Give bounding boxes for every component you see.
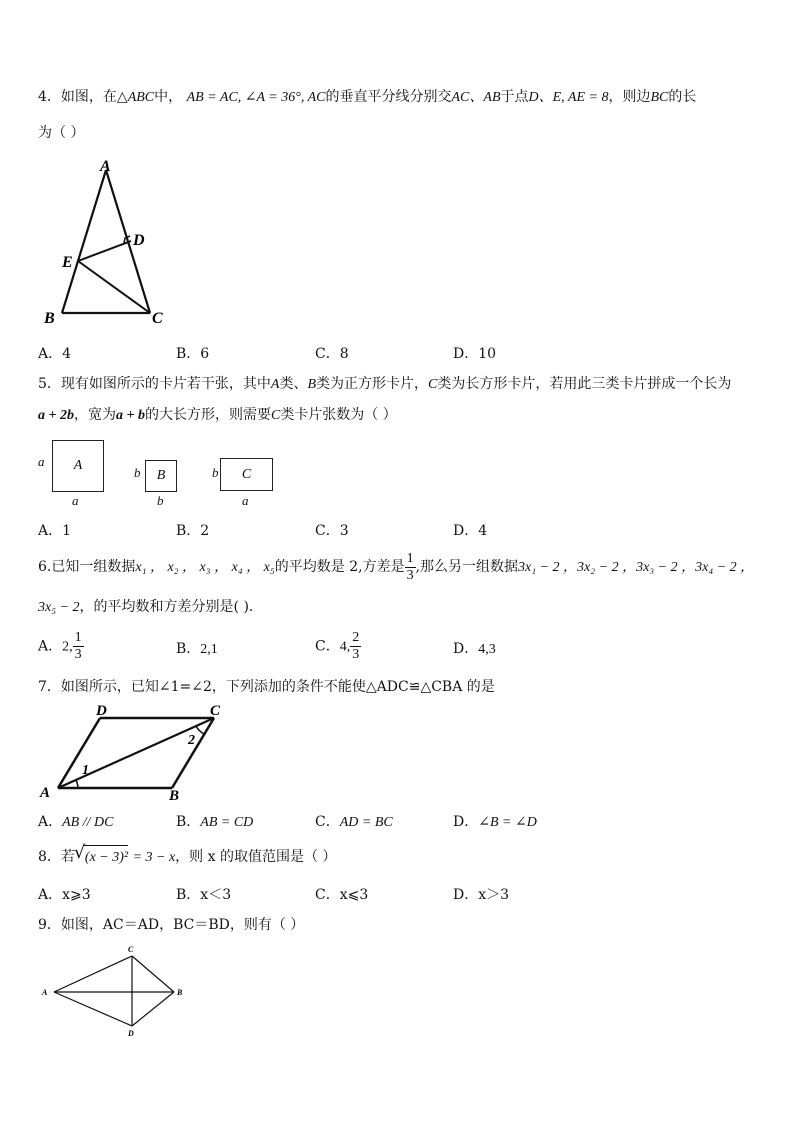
q5-option-a[interactable]: A．1 (38, 523, 72, 539)
q7-option-d[interactable]: D．∠B = ∠D (453, 814, 537, 830)
q9-label-A: A (42, 988, 48, 997)
q5-stem-line1: 5．现有如图所示的卡片若干张，其中A类、B类为正方形卡片，C类为长方形卡片，若用此三类卡片拼成一个长为 (38, 376, 732, 392)
card-c-bottom-label: a (242, 493, 249, 508)
q6-option-b[interactable]: B．2,1 (176, 641, 218, 657)
q7-label-angle-2: 2 (188, 733, 195, 748)
q4-label-E: E (62, 254, 73, 271)
q9-label-C: C (128, 945, 134, 954)
q4-option-c[interactable]: C．8 (315, 346, 349, 362)
q4-label-C: C (152, 310, 163, 327)
q4-label-B: B (44, 310, 55, 327)
q4-stem-line2: 为（ ） (38, 125, 85, 141)
q8-option-a[interactable]: A．x⩾3 (38, 887, 91, 903)
q7-label-D: D (96, 703, 107, 719)
card-a-side-label: a (38, 454, 45, 469)
q4-triangle-figure (40, 155, 180, 330)
q8-option-b[interactable]: B．x＜3 (176, 887, 232, 903)
q5-option-b[interactable]: B．2 (176, 523, 210, 539)
q8-option-c[interactable]: C．x⩽3 (315, 887, 369, 903)
card-a-bottom-label: a (72, 493, 79, 508)
card-c-side-label: b (212, 465, 219, 480)
q6-option-d[interactable]: D．4,3 (453, 641, 496, 657)
q7-label-B: B (169, 788, 180, 804)
q6-option-a[interactable]: A．2, $\frac{1}{3}$ (38, 630, 82, 662)
q8-option-d[interactable]: D．x＞3 (453, 887, 510, 903)
q6-stem-line1: 6.已知一组数据x₁ ， x₂ ， x₃ ， x₄ ， x₅的平均数是 2,方差是 $\frac{1}{3}$ ,那么另一组数据3x₁ − 2 ，3x₂ − 2 ，3x₃ − 2 ，3x₄ − 2 ， (38, 550, 755, 583)
card-a: A (52, 440, 104, 492)
q9-stem: 9．如图，AC＝AD，BC＝BD，则有（ ） (38, 917, 305, 933)
q9-label-B: B (177, 988, 183, 997)
q4-option-d[interactable]: D．10 (453, 346, 497, 362)
q5-option-c[interactable]: C．3 (315, 523, 349, 539)
q7-stem: 7．如图所示，已知∠1=∠2，下列添加的条件不能使△ADC≌△CBA 的是 (38, 679, 495, 695)
card-b-bottom-label: b (157, 493, 164, 508)
q7-label-A: A (40, 785, 51, 801)
q4-option-b[interactable]: B．6 (176, 346, 210, 362)
q5-stem-line2: a + 2b，宽为a + b的大长方形，则需要C类卡片张数为（ ） (38, 407, 397, 423)
q4-option-a[interactable]: A．4 (38, 346, 72, 362)
q8-radical: √ (x − 3)² (83, 845, 128, 869)
q7-label-angle-1: 1 (82, 763, 89, 778)
q7-label-C: C (210, 703, 221, 719)
card-b-side-label: b (134, 465, 141, 480)
q7-option-b[interactable]: B．AB = CD (176, 814, 254, 830)
card-c: C (220, 458, 273, 491)
q4-stem-line1: 4．如图，在△ABC中， AB = AC, ∠A = 36°, AC的垂直平分线分别交AC、AB于点D、E, AE = 8，则边BC的长 (38, 89, 697, 105)
q4-label-D: D (133, 232, 145, 249)
q7-option-a[interactable]: A．AB // DC (38, 814, 114, 830)
q4-label-A: A (100, 158, 111, 175)
q9-kite-figure (38, 942, 188, 1037)
q8-stem: 8．若 √ (x − 3)² = 3 − x，则 x 的取值范围是（ ） (38, 845, 336, 869)
q7-parallelogram-figure (38, 700, 238, 805)
q5-option-d[interactable]: D．4 (453, 523, 488, 539)
q6-stem-line2: 3x₅ − 2，的平均数和方差分别是( ). (38, 599, 254, 615)
q6-option-c[interactable]: C．4, $\frac{2}{3}$ (315, 630, 360, 662)
q9-label-D: D (128, 1029, 134, 1037)
q7-option-c[interactable]: C．AD = BC (315, 814, 393, 830)
card-b: B (145, 460, 177, 492)
